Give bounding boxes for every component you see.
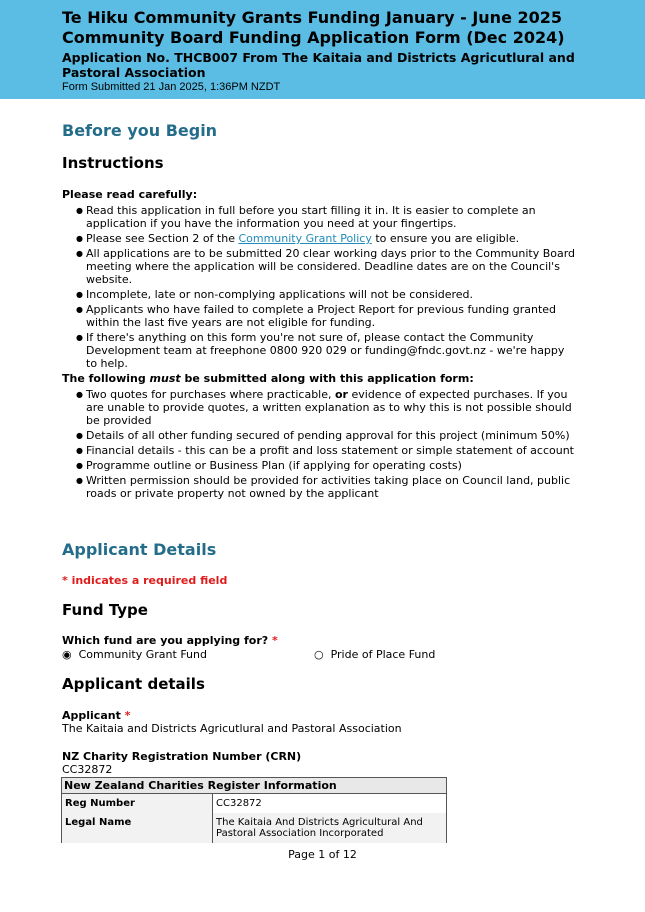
crn-value: CC32872 (62, 763, 113, 776)
list-item: ● Please see Section 2 of the Community Grant Policy to ensure you are eligible. (78, 232, 578, 245)
applicant-details-heading: Applicant Details (62, 540, 217, 559)
list-item: ● If there's anything on this form you're not sure of, please contact the Community Development team at freephone 0800 920 029 or funding@fndc.govt.nz - we're happy to help. (78, 331, 578, 370)
form-title: Community Board Funding Application Form (Dec 2024) (62, 28, 565, 47)
list-item: ● Details of all other funding secured of pending approval for this project (minimum 50%) (78, 429, 578, 442)
instructions-heading: Instructions (62, 154, 164, 172)
page-number: Page 1 of 12 (288, 848, 357, 861)
list-item: ● Read this application in full before you start filling it in. It is easier to complete an application if you have the information you need at your fingertips. (78, 204, 578, 230)
list-item: ● All applications are to be submitted 20 clear working days prior to the Community Board meeting where the application will be considered. Deadline dates are on the Council's website. (78, 247, 578, 286)
community-grant-policy-link[interactable]: Community Grant Policy (238, 232, 372, 245)
instructions-list (78, 204, 578, 372)
must-submit-label: The following must be submitted along with this application form: (62, 372, 474, 385)
applicant-details-subheading: Applicant details (62, 675, 205, 693)
before-you-begin-heading: Before you Begin (62, 121, 218, 140)
grant-title: Te Hiku Community Grants Funding January - June 2025 (62, 8, 563, 27)
radio-community-grant-fund[interactable]: ◉ Community Grant Fund (62, 648, 207, 661)
list-item: ● Incomplete, late or non-complying applications will not be considered. (78, 288, 578, 301)
applicant-value: The Kaitaia and Districts Agricutlural and Pastoral Association (62, 722, 402, 735)
list-item: ● Financial details - this can be a profit and loss statement or simple statement of account (78, 444, 578, 457)
application-number: Application No. THCB007 From The Kaitaia and Districts Agricutlural and Pastoral Association (62, 50, 575, 80)
read-carefully-label: Please read carefully: (62, 188, 198, 201)
fund-question-label: Which fund are you applying for? * (62, 634, 278, 647)
list-item: ● Two quotes for purchases where practicable, or evidence of expected purchases. If you are unable to provide quotes, a written explanation as to why this is not possible should be provided (78, 388, 578, 427)
submitted-timestamp: Form Submitted 21 Jan 2025, 1:36PM NZDT (62, 81, 281, 93)
table-row: Reg Number CC32872 (62, 794, 447, 814)
list-item: ● Written permission should be provided for activities taking place on Council land, public roads or private property not owned by the applicant (78, 474, 578, 500)
table-header: New Zealand Charities Register Information (62, 778, 447, 794)
required-documents-list (78, 388, 578, 502)
radio-pride-of-place-fund[interactable]: ○ Pride of Place Fund (314, 648, 436, 661)
fund-type-heading: Fund Type (62, 601, 148, 619)
applicant-label: Applicant * (62, 709, 131, 722)
table-row: Legal Name The Kaitaia And Districts Agricultural And Pastoral Association Incorporated (62, 813, 447, 843)
charities-register-table (61, 777, 447, 843)
crn-label: NZ Charity Registration Number (CRN) (62, 750, 302, 763)
form-header (0, 0, 645, 99)
list-item: ● Applicants who have failed to complete a Project Report for previous funding granted within the last five years are not eligible for funding. (78, 303, 578, 329)
required-field-note: * indicates a required field (62, 574, 228, 587)
list-item: ● Programme outline or Business Plan (if applying for operating costs) (78, 459, 578, 472)
